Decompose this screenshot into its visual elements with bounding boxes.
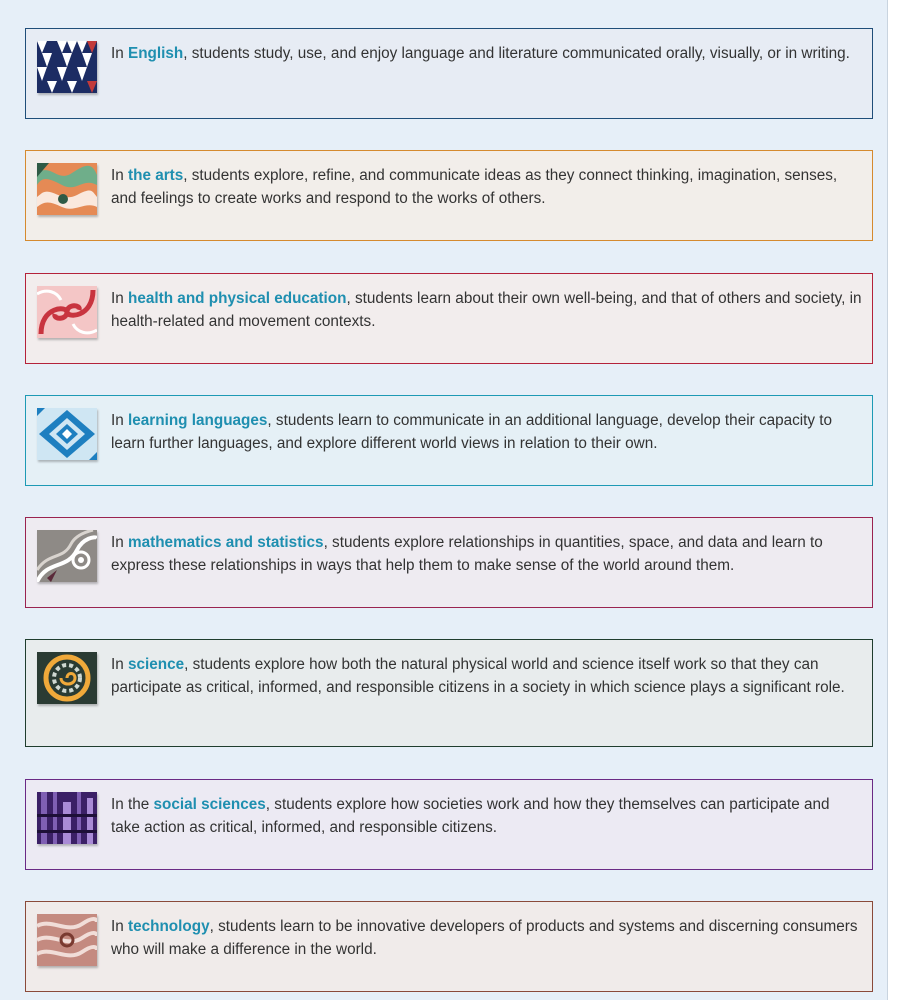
- science-link[interactable]: science: [128, 656, 185, 673]
- spiral-pattern-icon: [37, 530, 97, 582]
- learning-area-card-health-and-physical-education: [25, 273, 873, 364]
- social-sciences-link[interactable]: social sciences: [153, 796, 266, 813]
- learning-area-card-technology: [25, 901, 873, 992]
- learning-languages-link[interactable]: learning languages: [128, 412, 268, 429]
- triangles-pattern-icon: [37, 41, 97, 93]
- learning-area-description: In the social sciences, students explore how societies work and how they themselves can participate and take action as critical, informed, and responsible citizens.: [111, 796, 830, 836]
- diamond-weave-icon: [37, 408, 97, 460]
- learning-area-description: In English, students study, use, and enjoy language and literature communicated orally, visually, or in writing.: [111, 45, 850, 62]
- mathematics-and-statistics-link[interactable]: mathematics and statistics: [128, 534, 324, 551]
- spiral-ring-icon: [37, 652, 97, 704]
- learning-area-card-english: [25, 28, 873, 119]
- learning-area-description: In the arts, students explore, refine, and communicate ideas as they connect thinking, imagination, senses, and feelings to create works and respond to the works of others.: [111, 167, 838, 207]
- learning-area-card-social-sciences: [25, 779, 873, 870]
- learning-area-card-mathematics-and-statistics: [25, 517, 873, 608]
- learning-area-description: In health and physical education, students learn about their own well-being, and that of others and society, in health-related and movement contexts.: [111, 290, 862, 330]
- technology-link[interactable]: technology: [128, 918, 210, 935]
- the-arts-link[interactable]: the arts: [128, 167, 184, 184]
- learning-area-description: In science, students explore how both the natural physical world and science itself work so that they can participate as critical, informed, and responsible citizens in a society in which science plays a significant role.: [111, 656, 845, 696]
- english-link[interactable]: English: [128, 45, 184, 62]
- arts-pattern-icon: [37, 163, 97, 215]
- health-and-physical-education-link[interactable]: health and physical education: [128, 290, 347, 307]
- carved-pattern-icon: [37, 914, 97, 966]
- learning-area-card-science: [25, 639, 873, 747]
- learning-area-card-the-arts: [25, 150, 873, 241]
- learning-area-description: In mathematics and statistics, students explore relationships in quantities, space, and data and learn to express these relationships in ways that help them to make sense of the world around them.: [111, 534, 823, 574]
- learning-area-description: In technology, students learn to be innovative developers of products and systems and discerning consumers who will make a difference in the world.: [111, 918, 858, 958]
- koru-swirl-icon: [37, 286, 97, 338]
- learning-area-description: In learning languages, students learn to communicate in an additional language, develop their capacity to learn further languages, and explore different world views in relation to their own.: [111, 412, 833, 452]
- weave-pattern-icon: [37, 792, 97, 844]
- learning-area-card-learning-languages: [25, 395, 873, 486]
